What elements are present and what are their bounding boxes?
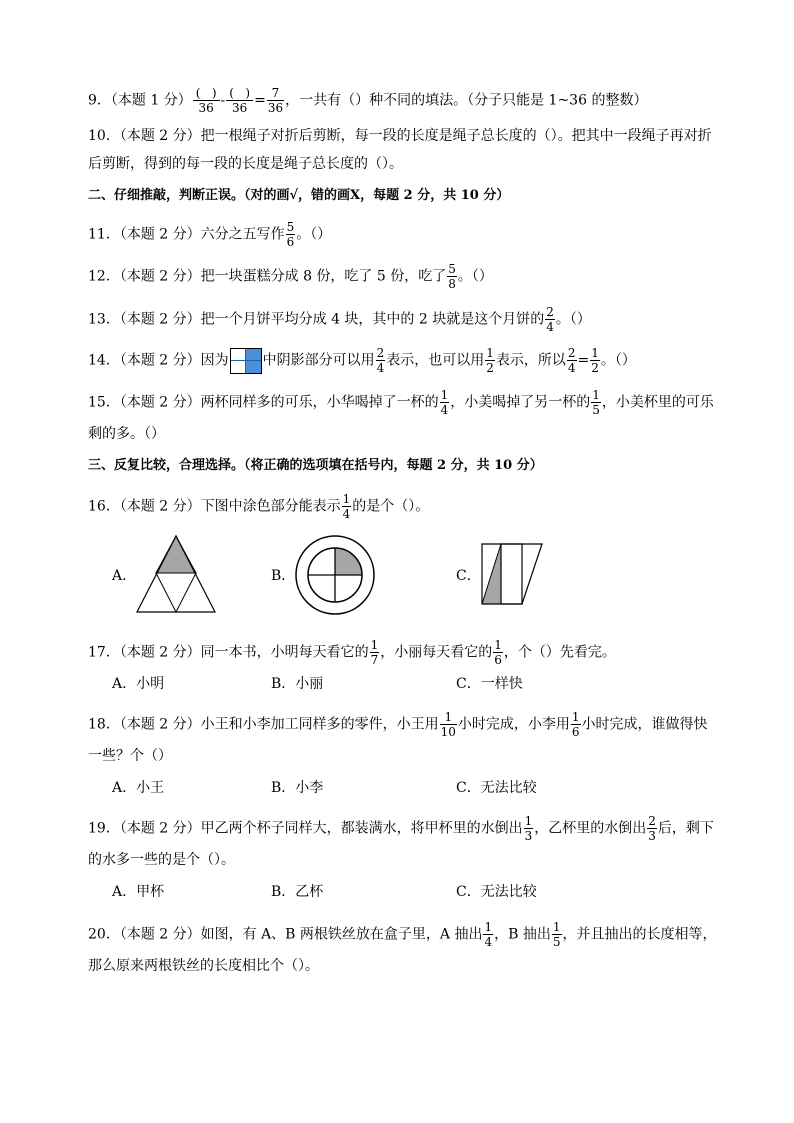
option-a: A．小明 xyxy=(112,676,165,692)
shaded-triangle xyxy=(156,536,196,573)
fraction: $\frac{1}{4}$ xyxy=(440,388,449,417)
option-b: B．乙杯 xyxy=(271,884,324,900)
option-b: B．小李 xyxy=(271,780,324,796)
question-10-line2: 后剪断，得到的每一段的长度是绳子总长度的（）。 xyxy=(88,156,403,172)
fraction-7-36: $\frac{7}{36}$ xyxy=(267,86,284,115)
option-c-label: C． xyxy=(456,568,481,584)
question-19-line2: 的水多一些的是个（）。 xyxy=(88,852,235,868)
fraction: $\frac{2}{3}$ xyxy=(648,814,656,843)
fraction: $\frac{1}{10}$ xyxy=(440,710,456,739)
question-18-line2: 一些？个（） xyxy=(88,748,172,764)
section-2-heading: 二、仔细推敲，判断正误。（对的画√，错的画X，每题 2 分，共 10 分） xyxy=(88,188,510,203)
fraction: $\frac{1}{6}$ xyxy=(571,710,580,739)
question-13: 13．（本题 2 分）把一个月饼平均分成 4 块，其中的 2 块就是这个月饼的 $\frac{2}{4}$ 。（） xyxy=(88,305,591,334)
option-c: C．一样快 xyxy=(456,676,523,692)
mid-line xyxy=(176,573,196,612)
fraction: $\frac{1}{5}$ xyxy=(592,388,600,417)
triangle-figure xyxy=(136,534,218,614)
section-3-heading: 三、反复比较，合理选择。（将正确的选项填在括号内，每题 2 分，共 10 分） xyxy=(88,458,543,473)
question-20-line1: 20．（本题 2 分）如图，有 A、B 两根铁丝放在盒子里，A 抽出 $\frac{1}{4}$ ，B 抽出 $\frac{1}{5}$ ，并且抽出的长度相等， xyxy=(88,920,717,949)
option-a: A．小王 xyxy=(112,780,165,796)
question-15-line1: 15．（本题 2 分）两杯同样多的可乐，小华喝掉了一杯的 $\frac{1}{4}$ ，小美喝掉了另一杯的 $\frac{1}{5}$ ，小美杯里的可乐 xyxy=(88,388,714,417)
question-10-line1: 10．（本题 2 分）把一根绳子对折后剪断，每一段的长度是绳子总长度的（）。把其中一段绳子再对折 xyxy=(88,128,712,144)
option-a-label: A． xyxy=(112,568,137,584)
fraction-blank-2: $\frac{( )}{36}$ xyxy=(226,86,253,115)
fraction: $\frac{1}{7}$ xyxy=(370,638,379,667)
option-b: B．小丽 xyxy=(271,676,324,692)
option-c: C．无法比较 xyxy=(456,780,537,796)
question-12: 12．（本题 2 分）把一块蛋糕分成 8 份，吃了 5 份，吃了 $\frac{5}{8}$ 。（） xyxy=(88,262,493,291)
question-14: 14．（本题 2 分）因为 中阴影部分可以用 $\frac{2}{4}$ 表示，也可以用 $\frac{1}{2}$ 表示，所以 $\frac{2}{4}$ = $\frac{1}{2}$ 。（） xyxy=(88,346,636,375)
question-11: 11．（本题 2 分）六分之五写作 $\frac{5}{6}$ 。（） xyxy=(88,220,332,249)
fraction: $\frac{1}{2}$ xyxy=(591,346,599,375)
fraction: $\frac{5}{6}$ xyxy=(286,220,295,249)
option-c: C．无法比较 xyxy=(456,884,537,900)
question-18-line1: 18．（本题 2 分）小王和小李加工同样多的零件，小王用 $\frac{1}{10}$ 小时完成，小李用 $\frac{1}{6}$ 小时完成，谁做得快 xyxy=(88,710,708,739)
fraction: $\frac{1}{3}$ xyxy=(524,814,533,843)
fraction: $\frac{2}{4}$ xyxy=(376,346,385,375)
mid-line xyxy=(156,573,176,612)
question-15-line2: 剩的多。（） xyxy=(88,426,165,442)
fraction: $\frac{1}{5}$ xyxy=(552,920,561,949)
question-17: 17．（本题 2 分）同一本书，小明每天看它的 $\frac{1}{7}$ ，小丽每天看它的 $\frac{1}{6}$ ，个（）先看完。 xyxy=(88,638,616,667)
option-b-label: B． xyxy=(271,568,296,584)
question-20-line2: 那么原来两根铁丝的长度相比个（）。 xyxy=(88,958,319,974)
fraction: $\frac{2}{4}$ xyxy=(567,346,576,375)
shaded-rectangle-figure xyxy=(230,348,262,374)
circle-figure xyxy=(294,534,376,616)
parallelogram-figure xyxy=(480,542,544,606)
option-a: A．甲杯 xyxy=(112,884,165,900)
middle-rect xyxy=(501,544,522,604)
fraction: $\frac{1}{2}$ xyxy=(486,346,494,375)
fraction: $\frac{1}{4}$ xyxy=(484,920,493,949)
fraction: $\frac{5}{8}$ xyxy=(448,262,456,291)
fraction: $\frac{1}{4}$ xyxy=(342,492,351,521)
fraction-blank-1: $\frac{( )}{36}$ xyxy=(193,86,220,115)
fraction: $\frac{2}{4}$ xyxy=(546,305,554,334)
question-9: 9．（本题 1 分） $\frac{( )}{36}$ - $\frac{( )}{36}$ = $\frac{7}{36}$ ，一共有（）种不同的填法。（分子只能是 1~36 的整数） xyxy=(88,86,648,115)
fraction: $\frac{1}{6}$ xyxy=(494,638,502,667)
question-19-line1: 19．（本题 2 分）甲乙两个杯子同样大，都装满水，将甲杯里的水倒出 $\frac{1}{3}$ ，乙杯里的水倒出 $\frac{2}{3}$ 后，剩下 xyxy=(88,814,714,843)
question-16: 16．（本题 2 分）下图中涂色部分能表示 $\frac{1}{4}$ 的是个（）。 xyxy=(88,492,430,521)
